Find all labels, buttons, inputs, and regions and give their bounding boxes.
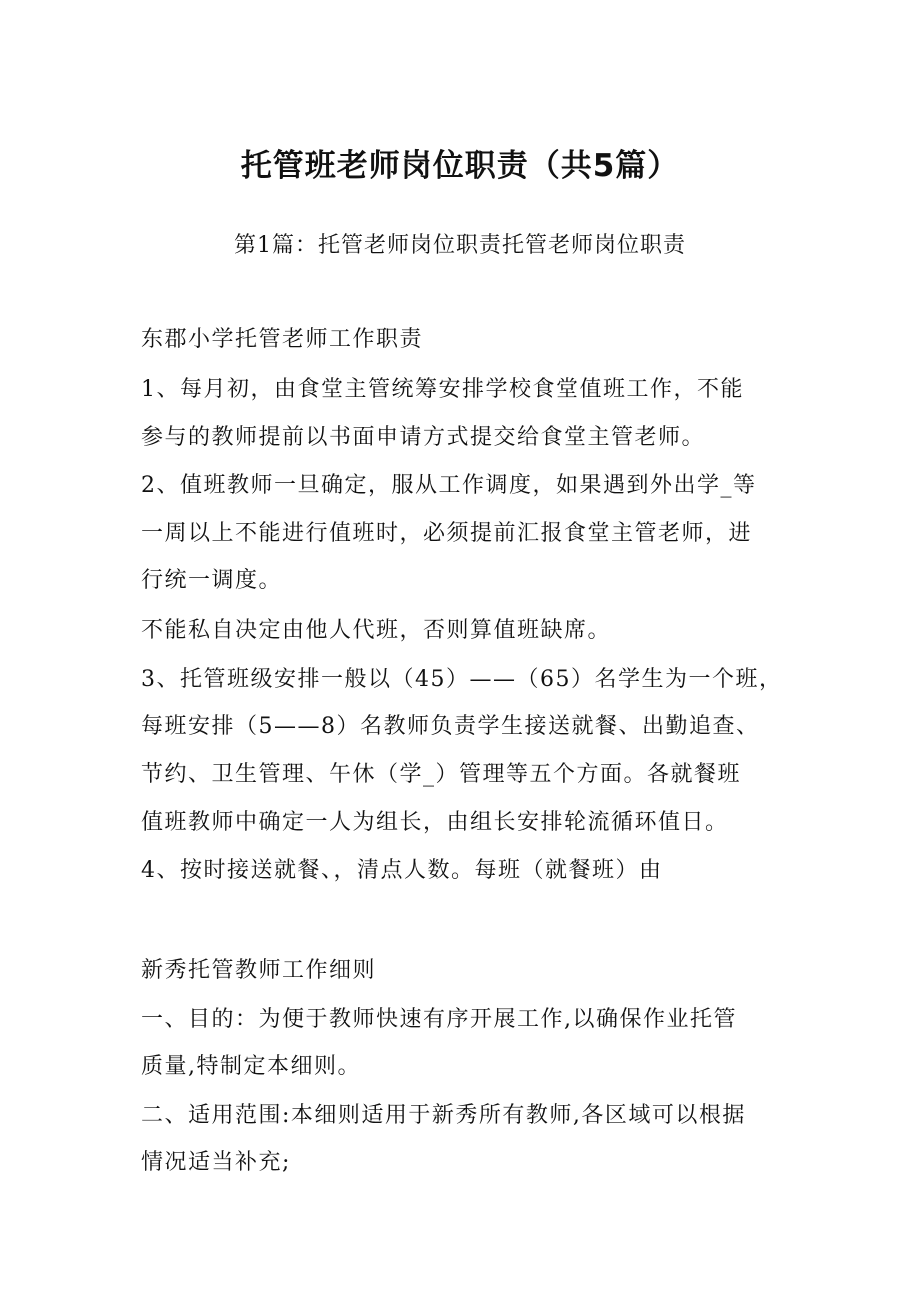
paragraph-line: 节约、卫生管理、午休（学_）管理等五个方面。各就餐班 [141,762,742,787]
paragraph-line: 每班安排（5——8）名教师负责学生接送就餐、出勤追查、 [141,714,760,739]
document-subtitle: 第1篇：托管老师岗位职责托管老师岗位职责 [234,233,686,258]
paragraph-line: 3、托管班级安排一般以（45）——（65）名学生为一个班， [141,667,783,692]
paragraph-line: 一周以上不能进行值班时，必须提前汇报食堂主管老师，进 [141,521,753,546]
paragraph-line: 一、目的：为便于教师快速有序开展工作,以确保作业托管 [141,1007,737,1032]
paragraph-line: 值班教师中确定一人为组长，由组长安排轮流循环值日。 [141,810,729,835]
paragraph-line: 4、按时接送就餐、，清点人数。每班（就餐班）由 [141,858,663,883]
paragraph-line: 二、适用范围:本细则适用于新秀所有教师,各区域可以根据 [141,1103,746,1128]
paragraph-line: 行统一调度。 [141,568,283,593]
paragraph-line: 参与的教师提前以书面申请方式提交给食堂主管老师。 [141,425,706,450]
paragraph-line: 2、值班教师一旦确定，服从工作调度，如果遇到外出学_等 [141,473,757,498]
paragraph-line: 不能私自决定由他人代班，否则算值班缺席。 [141,618,612,643]
section-heading: 新秀托管教师工作细则 [141,958,377,983]
paragraph-line: 1、每月初，由食堂主管统筹安排学校食堂值班工作，不能 [141,377,744,402]
paragraph-line: 情况适当补充; [141,1150,291,1175]
document-title: 托管班老师岗位职责（共5篇） [240,148,680,184]
paragraph-line: 质量,特制定本细则。 [141,1054,361,1079]
section-heading: 东郡小学托管老师工作职责 [141,327,424,352]
